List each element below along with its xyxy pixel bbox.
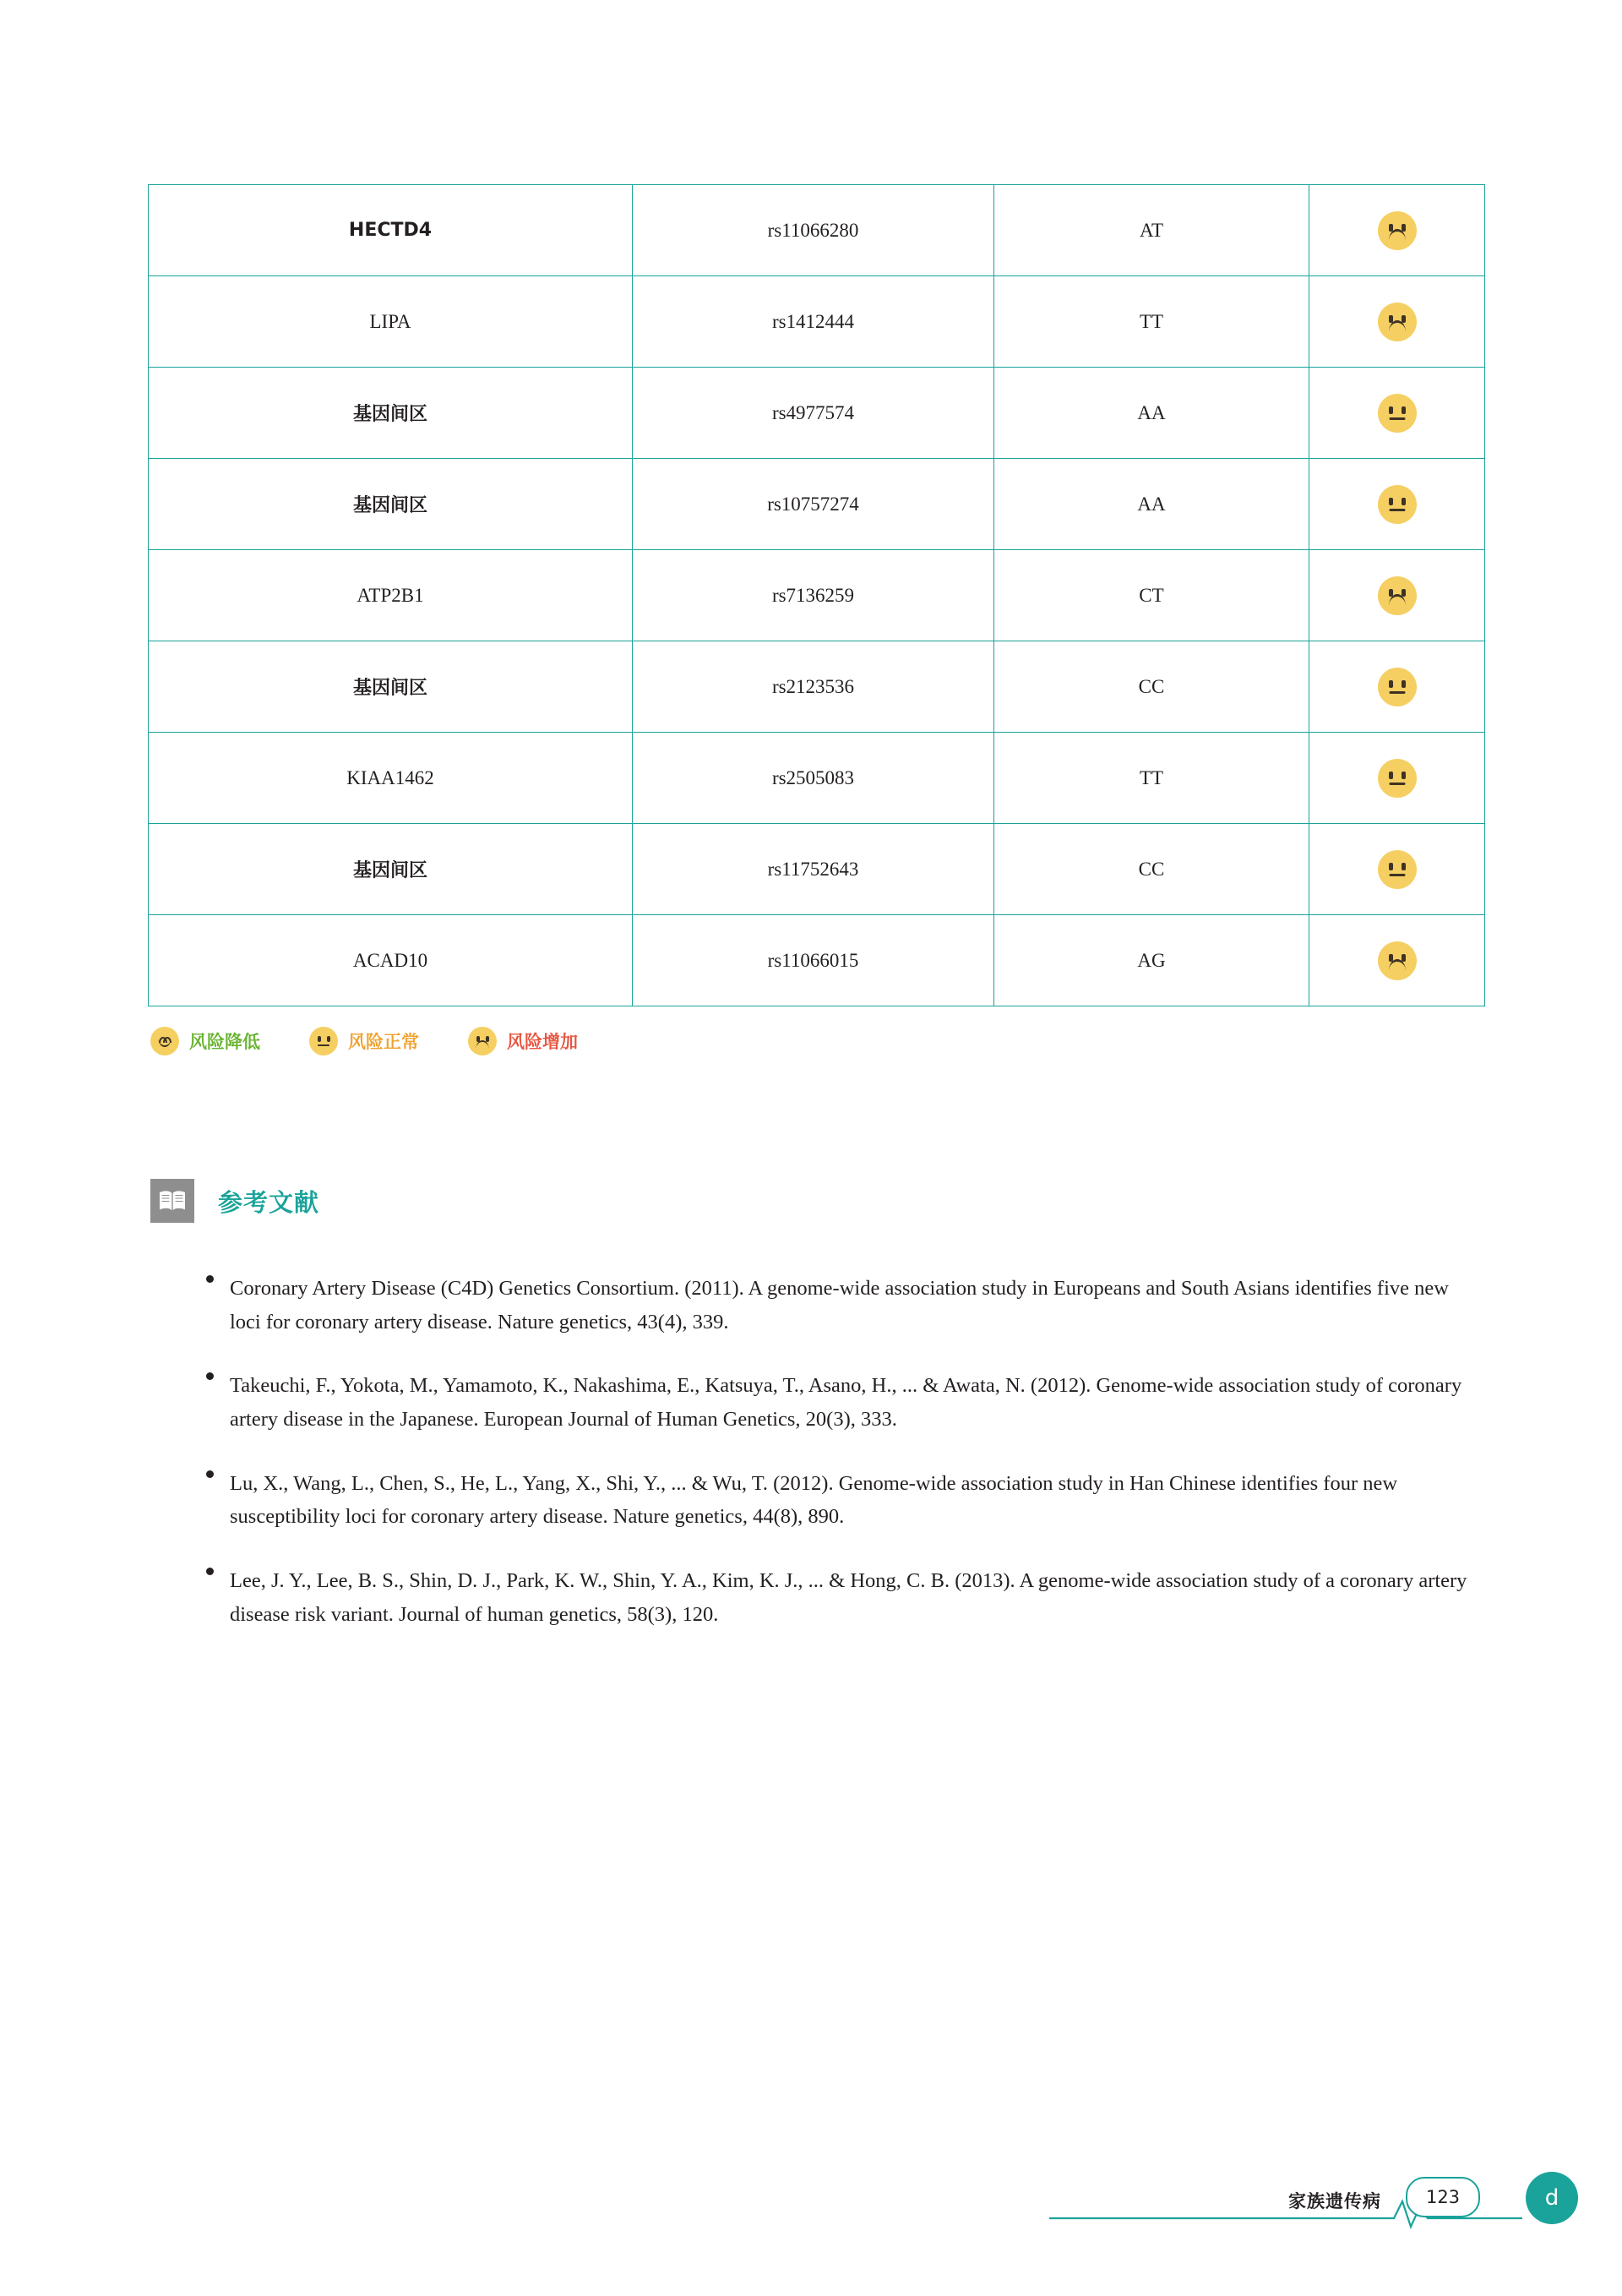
reference-item [199,1369,1483,1436]
cell-rs-id: rs7136259 [633,550,994,641]
neutral-face-icon [1378,759,1417,798]
cell-genotype: CT [994,550,1309,641]
references-title: 参考文献 [218,1187,320,1217]
table-row [149,459,1485,550]
cell-genotype: CC [994,824,1309,915]
cell-risk [1309,368,1485,459]
table-row [149,368,1485,459]
cell-risk [1309,550,1485,641]
reference-text: Lu, X., Wang, L., Chen, S., He, L., Yang, X., Shi, Y., ... & Wu, T. (2012). Genome-wide association study in Han Chinese identifies four new susceptibility loci for coronary artery disease. Nature genetics, 44(8), 890. [230,1471,1398,1529]
sad-face-icon [1378,941,1417,980]
neutral-face-icon [1378,485,1417,524]
page-number: 123 [1406,2177,1480,2217]
cell-gene: 基因间区 [149,641,633,733]
cell-genotype: AA [994,368,1309,459]
legend-label-high-risk: 风险增加 [507,1032,578,1052]
cell-gene: 基因间区 [149,459,633,550]
cell-genotype: AA [994,459,1309,550]
cell-risk [1309,733,1485,824]
reference-text: Coronary Artery Disease (C4D) Genetics Consortium. (2011). A genome-wide association study in Europeans and South Asians identifies five new loci for coronary artery disease. Nature genetics, 43(4), 339. [230,1277,1449,1333]
cell-gene: LIPA [149,276,633,368]
reference-item [199,1564,1483,1631]
book-icon [150,1179,194,1223]
bullet-icon [206,1275,214,1283]
references-header [150,1179,319,1223]
happy-face-icon [150,1027,179,1055]
references-list [199,1272,1483,1662]
cell-genotype: TT [994,733,1309,824]
risk-legend [150,1027,578,1055]
page-footer [0,2152,1622,2262]
neutral-face-icon [309,1027,338,1055]
cell-gene: KIAA1462 [149,733,633,824]
neutral-face-icon [1378,668,1417,706]
sad-face-icon [1378,211,1417,250]
table-row [149,185,1485,276]
sad-face-icon [468,1027,497,1055]
legend-label-low-risk: 风险降低 [189,1032,260,1052]
sad-face-icon [1378,303,1417,341]
cell-risk [1309,185,1485,276]
cell-rs-id: rs11752643 [633,824,994,915]
cell-gene: 基因间区 [149,368,633,459]
cell-rs-id: rs11066015 [633,915,994,1006]
table-row [149,550,1485,641]
cell-rs-id: rs11066280 [633,185,994,276]
legend-item-high-risk [468,1027,578,1055]
reference-item [199,1272,1483,1339]
table-row [149,915,1485,1006]
cell-risk [1309,641,1485,733]
cell-risk [1309,824,1485,915]
reference-text: Takeuchi, F., Yokota, M., Yamamoto, K., Nakashima, E., Katsuya, T., Asano, H., ... & Awata, N. (2012). Genome-wide association study of coronary artery disease in the Japanese. European Journal of Human Genetics, 20(3), 333. [230,1374,1462,1432]
cell-genotype: CC [994,641,1309,733]
table-row [149,824,1485,915]
cell-rs-id: rs2123536 [633,641,994,733]
legend-item-low-risk [150,1027,260,1055]
cell-risk [1309,915,1485,1006]
reference-item [199,1467,1483,1534]
sad-face-icon [1378,576,1417,615]
cell-genotype: AG [994,915,1309,1006]
cell-risk [1309,459,1485,550]
cell-risk [1309,276,1485,368]
reference-text: Lee, J. Y., Lee, B. S., Shin, D. J., Park, K. W., Shin, Y. A., Kim, K. J., ... & Hong, C. B. (2013). A genome-wide association study of a coronary artery disease risk variant. Journal of human genetics, 58(3), 120. [230,1569,1467,1626]
bullet-icon [206,1372,214,1380]
footer-section-label: 家族遗传病 [1288,2191,1381,2211]
table-row [149,733,1485,824]
gene-risk-table [148,184,1485,1006]
cell-gene: ATP2B1 [149,550,633,641]
neutral-face-icon [1378,394,1417,433]
legend-item-normal-risk [309,1027,419,1055]
cell-gene: 基因间区 [149,824,633,915]
legend-label-normal-risk: 风险正常 [348,1032,419,1052]
corner-mark: d [1526,2172,1578,2224]
cell-rs-id: rs1412444 [633,276,994,368]
cell-rs-id: rs2505083 [633,733,994,824]
neutral-face-icon [1378,850,1417,889]
bullet-icon [206,1568,214,1575]
bullet-icon [206,1470,214,1478]
cell-gene: ACAD10 [149,915,633,1006]
cell-genotype: TT [994,276,1309,368]
cell-gene: HECTD4 [149,185,633,276]
cell-rs-id: rs10757274 [633,459,994,550]
table-body [149,185,1485,1006]
table-row [149,641,1485,733]
cell-genotype: AT [994,185,1309,276]
cell-rs-id: rs4977574 [633,368,994,459]
table-row [149,276,1485,368]
